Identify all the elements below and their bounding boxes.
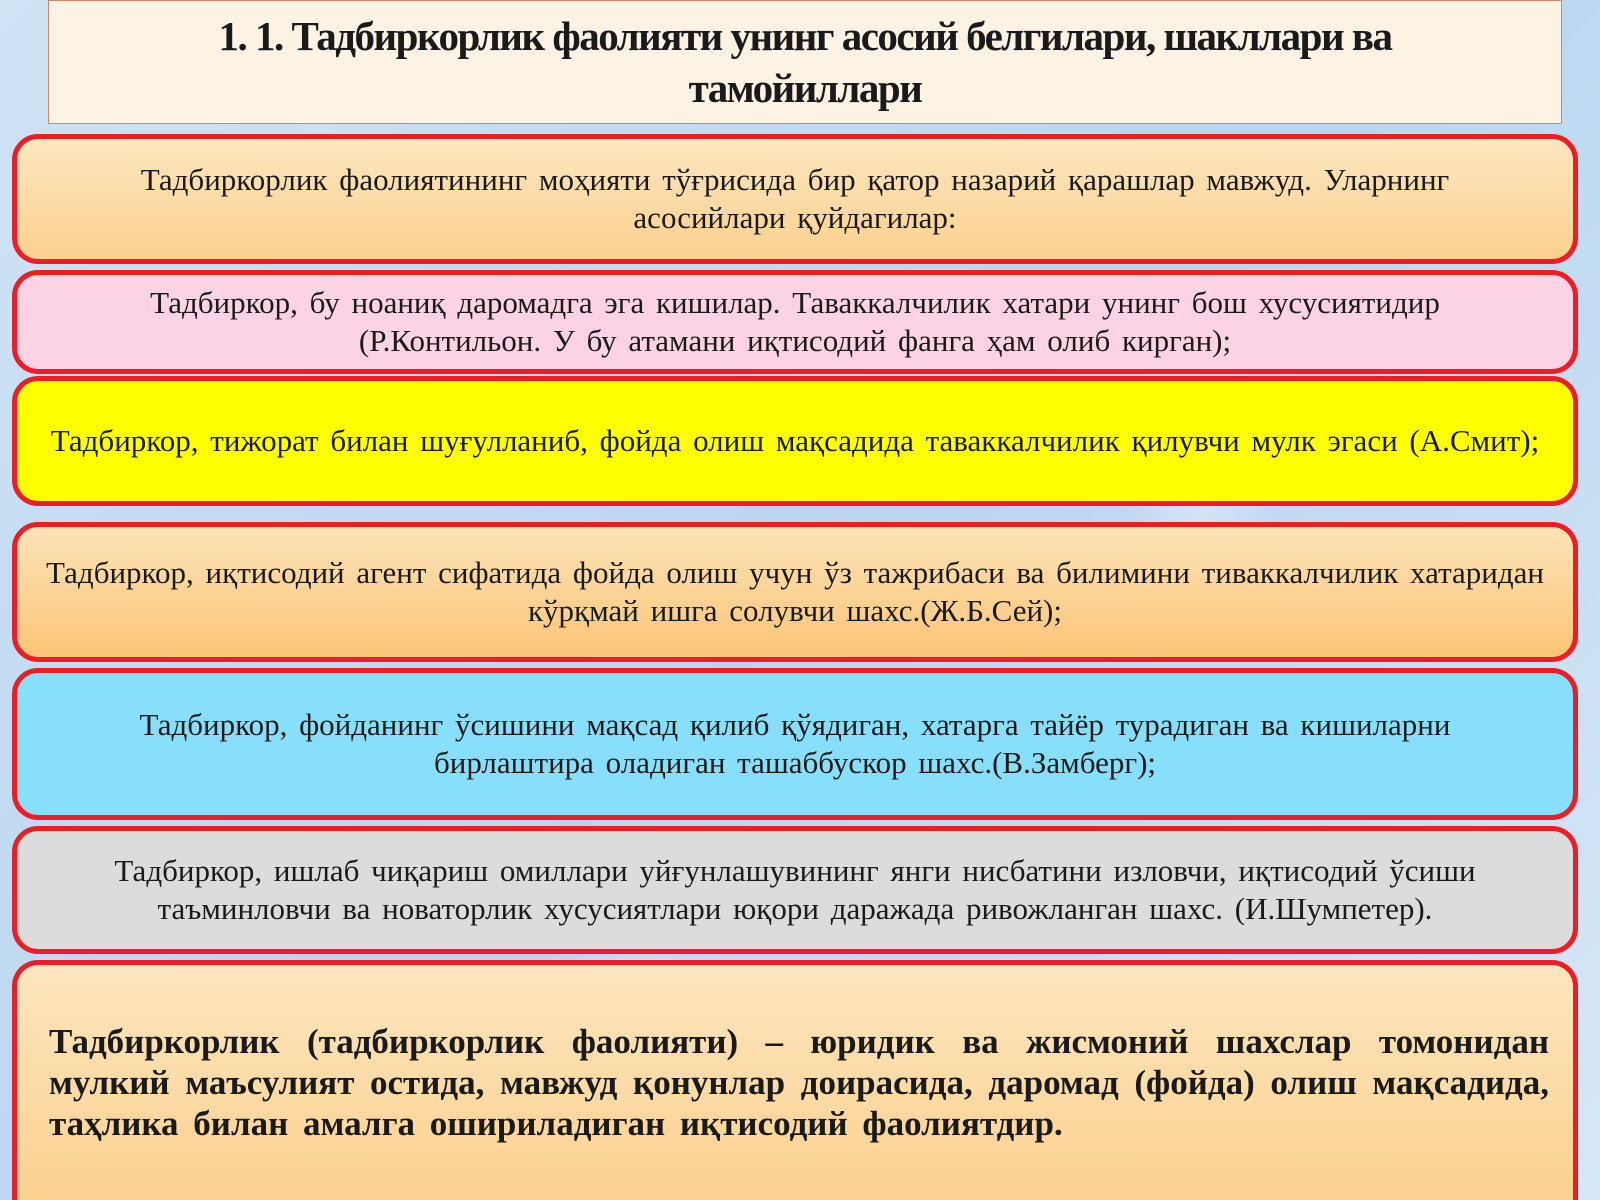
intro-card: [12, 134, 1578, 264]
title-box: [48, 0, 1562, 124]
definition-card: [12, 960, 1578, 1200]
kontilon-text: Тадбиркор, бу ноаниқ даромадга эга кишилар. Таваккалчилик хатари унинг бош хусусиятидир (Р.Контильон. У бу атамани иқтисодий фанга ҳам олиб кирган);: [150, 285, 1440, 358]
sey-card: [12, 522, 1578, 662]
shumpeter-text: Тадбиркор, ишлаб чиқариш омиллари уйғунлашувининг янги нисбатини изловчи, иқтисодий ўсиши таъминловчи ва новаторлик хусусиятлари юқори даражада ривожланган шахс. (И.Шумпетер).: [114, 853, 1476, 926]
slide-title: 1. 1. Тадбиркорлик фаолияти унинг асосий белгилари, шакллари ва тамойиллари: [218, 13, 1392, 111]
definition-text: Тадбиркорлик (тадбиркорлик фаолияти) – юридик ва жисмоний шахслар томонидан мулкий маъсулият остида, мавжуд қонунлар доирасида, даромад (фойда) олиш мақсадида, таҳлика билан амалга ошириладиган иқтисодий фаолиятдир.: [49, 1022, 1549, 1143]
smit-text: Тадбиркор, тижорат билан шуғулланиб, фойда олиш мақсадида таваккалчилик қилувчи мулк эгаси (А.Смит);: [50, 423, 1540, 458]
intro-text: Тадбиркорлик фаолиятининг моҳияти тўғрисида бир қатор назарий қарашлар мавжуд. Уларнинг асосийлари қуйдагилар:: [140, 162, 1450, 235]
kontilon-card: [12, 270, 1578, 374]
zamberg-card: [12, 668, 1578, 820]
zamberg-text: Тадбиркор, фойданинг ўсишини мақсад қилиб қўядиган, хатарга тайёр турадиган ва кишиларни бирлаштира оладиган ташаббускор шахс.(В.Замберг);: [139, 707, 1451, 780]
sey-text: Тадбиркор, иқтисодий агент сифатида фойда олиш учун ўз тажрибаси ва билимини тиваккалчилик хатаридан кўрқмай ишга солувчи шахс.(Ж.Б.Сей);: [46, 555, 1544, 628]
smit-card: [12, 376, 1578, 506]
shumpeter-card: [12, 826, 1578, 954]
